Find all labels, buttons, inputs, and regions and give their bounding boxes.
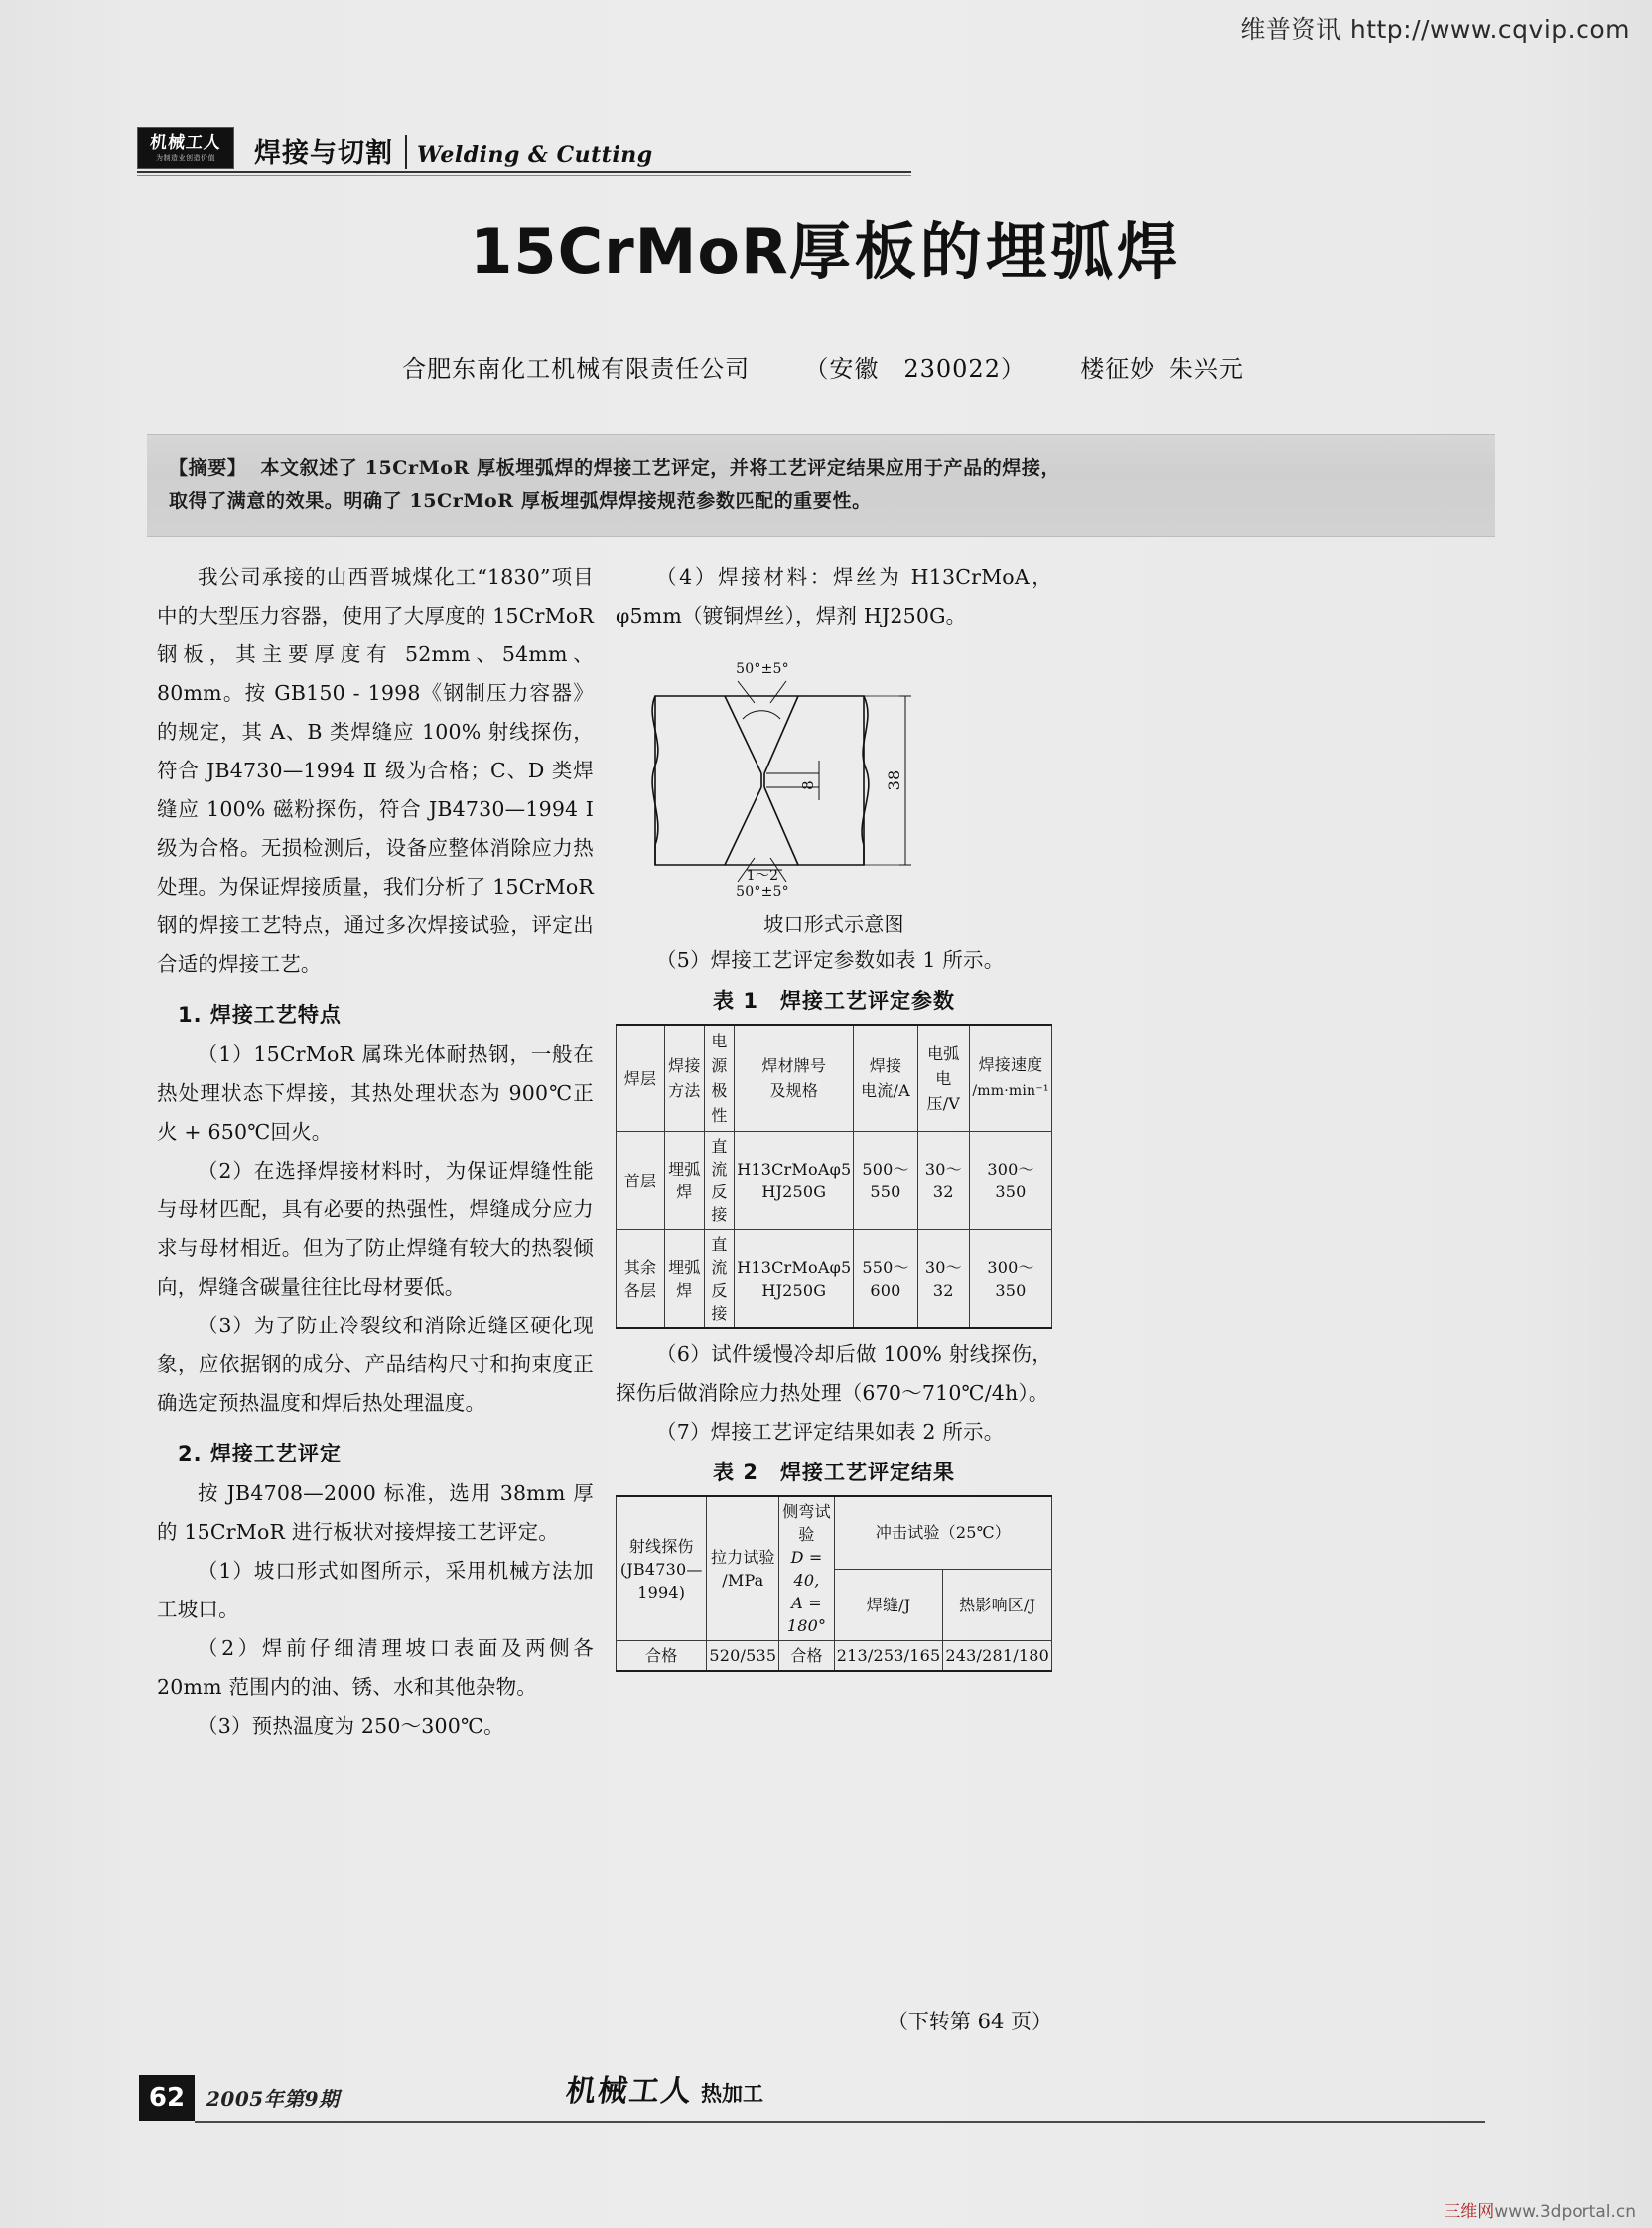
abstract-text-1: 本文叙述了 15CrMoR 厚板埋弧焊的焊接工艺评定，并将工艺评定结果应用于产品的焊接， xyxy=(260,457,1061,479)
top-watermark: 维普资讯 http://www.cqvip.com xyxy=(1240,15,1630,44)
td-polarity-1 xyxy=(704,1132,734,1230)
th-polarity-l1: 电源 xyxy=(711,1032,728,1075)
abstract-line-2: 取得了满意的效果。明确了 15CrMoR 厚板埋弧焊焊接规范参数匹配的重要性。 xyxy=(169,490,872,512)
heading-procedure-qualification: 2. 焊接工艺评定 xyxy=(178,1442,342,1465)
bottom-watermark-url: www.3dportal.cn xyxy=(1494,2202,1636,2222)
th-ray-inspection xyxy=(617,1496,707,1641)
th-layer: 焊层 xyxy=(617,1025,665,1132)
th-tensile-l2: /MPa xyxy=(722,1571,764,1590)
running-head xyxy=(137,127,653,169)
td-material-1-l1: H13CrMoAφ5 xyxy=(737,1160,852,1179)
section-title-cn: 焊接与切割 xyxy=(254,138,393,169)
root-face-label: 8 xyxy=(799,780,817,790)
figure-caption: 坡口形式示意图 xyxy=(763,912,904,936)
groove-diagram-svg xyxy=(616,641,1052,907)
right-p7: （7）焊接工艺评定结果如表 2 所示。 xyxy=(656,1420,1005,1444)
th-voltage-l1: 电弧 xyxy=(927,1044,960,1063)
th-ray-l2: (JB4730—1994) xyxy=(620,1559,703,1601)
th-bend-l3: A = 180° xyxy=(786,1594,827,1635)
table-qualification-results xyxy=(616,1495,1052,1672)
title-latin: 15CrMoR xyxy=(470,215,789,288)
td-layer-1: 首层 xyxy=(617,1132,665,1230)
abstract-box xyxy=(147,434,1495,537)
th-tensile-l1: 拉力试验 xyxy=(710,1548,775,1567)
th-material-l2: 及规格 xyxy=(769,1081,819,1100)
td-haz-impact: 243/281/180 xyxy=(943,1641,1052,1672)
table-row xyxy=(617,1230,1052,1329)
right-p6: （6）试件缓慢冷却后做 100% 射线探伤，探伤后做消除应力热处理（670～710℃/4h）。 xyxy=(616,1342,1052,1405)
page-title xyxy=(0,203,1652,291)
th-voltage xyxy=(917,1025,969,1132)
footer-brand-sub: 热加工 xyxy=(701,2082,763,2106)
bottom-watermark xyxy=(1444,2197,1636,2222)
th-material-l1: 焊材牌号 xyxy=(761,1056,827,1075)
th-speed-l1: 焊接速度 xyxy=(978,1055,1043,1074)
th-tensile xyxy=(707,1496,779,1641)
affiliation: 合肥东南化工机械有限责任公司 xyxy=(402,355,751,383)
td-material-2 xyxy=(735,1230,854,1329)
td-polarity-2-l1: 直流 xyxy=(711,1235,728,1277)
left-p6: （2）焊前仔细清理坡口表面及两侧各 20mm 范围内的油、锈、水和其他杂物。 xyxy=(157,1636,594,1699)
td-tensile-result: 520/535 xyxy=(707,1641,779,1672)
td-ray-result: 合格 xyxy=(617,1641,707,1672)
td-voltage-1: 30～32 xyxy=(917,1132,969,1230)
head-divider xyxy=(405,135,407,169)
td-current-2: 550～600 xyxy=(854,1230,917,1329)
page-number-badge: 62 xyxy=(139,2075,195,2121)
table-welding-parameters xyxy=(616,1024,1052,1329)
right-p4: （4）焊接材料：焊丝为 H13CrMoA，φ5mm（镀铜焊丝），焊剂 HJ250G。 xyxy=(616,565,1052,627)
th-side-bend xyxy=(779,1496,834,1641)
th-speed xyxy=(969,1025,1051,1132)
td-method-2: 埋弧焊 xyxy=(665,1230,705,1329)
groove-diagram xyxy=(616,641,1052,907)
th-current-l1: 焊接 xyxy=(869,1056,902,1075)
author-name-1: 楼征妙 xyxy=(1080,355,1156,383)
td-material-1-l2: HJ250G xyxy=(761,1183,827,1201)
td-layer-2: 其余各层 xyxy=(617,1230,665,1329)
journal-logo-main: 机械工人 xyxy=(149,132,223,153)
section-title-en: Welding & Cutting xyxy=(417,142,653,168)
author-name-2: 朱兴元 xyxy=(1169,355,1244,383)
left-p1: （1）15CrMoR 属珠光体耐热钢，一般在热处理状态下焊接，其热处理状态为 900℃正火 + 650℃回火。 xyxy=(157,1043,594,1144)
td-polarity-1-l2: 反接 xyxy=(711,1183,728,1224)
angle-top-label: 50°±5° xyxy=(736,661,789,677)
th-polarity xyxy=(704,1025,734,1132)
th-current xyxy=(854,1025,917,1132)
left-p7: （3）预热温度为 250～300℃。 xyxy=(198,1714,504,1738)
footer-brand xyxy=(563,2074,763,2109)
right-p5: （5）焊接工艺评定参数如表 1 所示。 xyxy=(656,948,1005,972)
footer-rule xyxy=(195,2121,1485,2123)
right-column xyxy=(616,558,1052,1678)
thickness-label: 38 xyxy=(885,769,903,791)
running-head-rule xyxy=(137,171,911,173)
left-p3: （3）为了防止冷裂纹和消除近缝区硬化现象，应依据钢的成分、产品结构尺寸和拘束度正确选定预热温度和焊后热处理温度。 xyxy=(157,1314,594,1415)
abstract-label: 【摘要】 xyxy=(169,457,247,479)
left-intro-paragraph: 我公司承接的山西晋城煤化工“1830”项目中的大型压力容器，使用了大厚度的 15CrMoR 钢板，其主要厚度有 52mm、54mm、80mm。按 GB150 - 1998《钢制压力容器》的规定，其 A、B 类焊缝应 100% 射线探伤，符合 JB4730—1994 Ⅱ 级为合格；C、D 类焊缝应 100% 磁粉探伤，符合 JB4730—1994 Ⅰ 级为合格。无损检测后，设备应整体消除应力热处理。为保证焊接质量，我们分析了 15CrMoR 钢的焊接工艺特点，通过多次焊接试验，评定出合适的焊接工艺。 xyxy=(157,565,594,976)
td-speed-1: 300～350 xyxy=(969,1132,1051,1230)
th-weld-metal: 焊缝/J xyxy=(834,1569,943,1640)
td-weld-impact: 213/253/165 xyxy=(834,1641,943,1672)
th-material xyxy=(735,1025,854,1132)
th-method xyxy=(665,1025,705,1132)
td-material-2-l1: H13CrMoAφ5 xyxy=(737,1258,852,1277)
issue-label: 2005年第9期 xyxy=(206,2087,340,2111)
th-method-l2: 方法 xyxy=(668,1081,701,1100)
th-method-l1: 焊接 xyxy=(668,1056,701,1075)
left-p2: （2）在选择焊接材料时，为保证焊缝性能与母材匹配，具有必要的热强性，焊缝成分应力求与母材相近。但为了防止焊缝有较大的热裂倾向，焊缝含碳量往往比母材要低。 xyxy=(157,1159,594,1299)
bottom-watermark-prefix: 三维网 xyxy=(1444,2202,1495,2222)
th-speed-l2: /mm·min⁻¹ xyxy=(972,1083,1049,1099)
td-current-1: 500～550 xyxy=(854,1132,917,1230)
left-column xyxy=(157,558,594,1745)
td-material-1 xyxy=(735,1132,854,1230)
td-polarity-1-l1: 直流 xyxy=(711,1137,728,1179)
title-cjk: 厚板的埋弧焊 xyxy=(788,215,1182,288)
th-impact: 冲击试验（25℃） xyxy=(834,1496,1051,1569)
td-speed-2: 300～350 xyxy=(969,1230,1051,1329)
th-haz: 热影响区/J xyxy=(943,1569,1052,1640)
journal-logo xyxy=(137,127,234,169)
angle-bottom-label: 50°±5° xyxy=(736,884,789,900)
table-row xyxy=(617,1641,1052,1672)
td-method-1: 埋弧焊 xyxy=(665,1132,705,1230)
footer-brand-cn: 机械工人 xyxy=(563,2074,696,2109)
table1-caption: 表 1 焊接工艺评定参数 xyxy=(713,989,955,1013)
th-voltage-l2: 电压/V xyxy=(926,1068,961,1113)
affiliation-location: （安徽 230022） xyxy=(804,355,1026,383)
running-head-rule-thin xyxy=(137,175,911,176)
root-gap-label: 1～2 xyxy=(746,868,779,884)
td-polarity-2-l2: 反接 xyxy=(711,1281,728,1323)
th-current-l2: 电流/A xyxy=(861,1081,910,1100)
th-bend-l1: 侧弯试验 xyxy=(782,1502,831,1544)
table2-caption: 表 2 焊接工艺评定结果 xyxy=(713,1461,955,1484)
table2-header-row-1 xyxy=(617,1496,1052,1569)
continued-note: （下转第 64 页） xyxy=(887,2010,1052,2033)
journal-logo-sub: 为制造业创造价值 xyxy=(156,153,215,162)
abstract-line-1 xyxy=(169,451,1473,485)
th-polarity-l2: 极性 xyxy=(711,1081,728,1125)
td-voltage-2: 30～32 xyxy=(917,1230,969,1329)
author-line xyxy=(0,349,1652,384)
td-bend-result: 合格 xyxy=(779,1641,834,1672)
td-material-2-l2: HJ250G xyxy=(761,1281,827,1300)
left-p5: （1）坡口形式如图所示，采用机械方法加工坡口。 xyxy=(157,1559,594,1621)
left-p4: 按 JB4708—2000 标准，选用 38mm 厚的 15CrMoR 进行板状对接焊接工艺评定。 xyxy=(157,1481,594,1544)
table-row xyxy=(617,1132,1052,1230)
heading-welding-features: 1. 焊接工艺特点 xyxy=(178,1003,342,1027)
th-bend-l2: D = 40, xyxy=(790,1548,823,1590)
th-ray-l1: 射线探伤 xyxy=(628,1536,694,1556)
table1-header-row xyxy=(617,1025,1052,1132)
td-polarity-2 xyxy=(704,1230,734,1329)
